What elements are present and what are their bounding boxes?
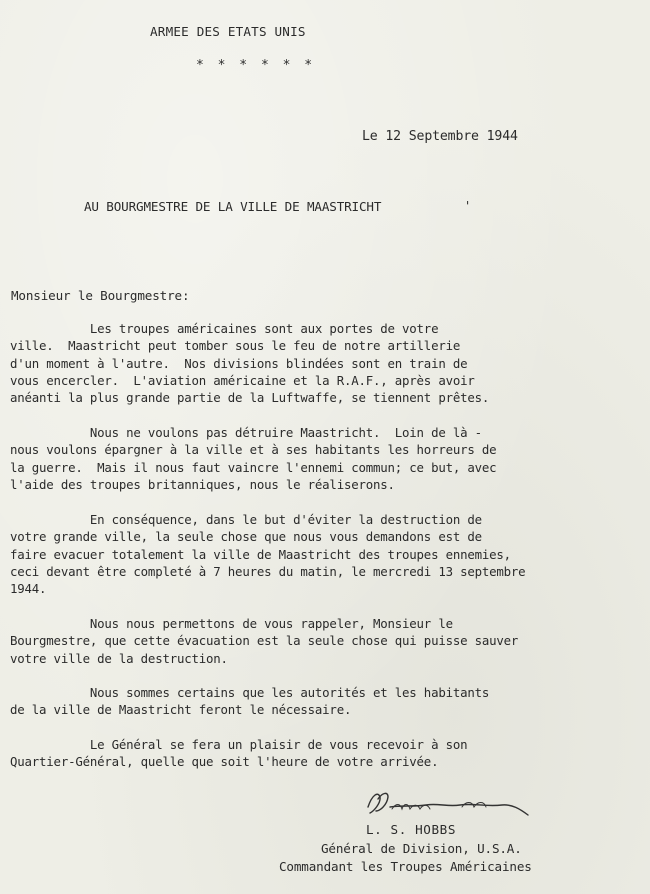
paragraph-line: d'un moment à l'autre. Nos divisions blindées sont en train de bbox=[10, 355, 468, 371]
paragraph-5 bbox=[10, 684, 635, 719]
paragraph-line: votre ville de la destruction. bbox=[10, 650, 228, 666]
paragraph-4 bbox=[10, 615, 635, 667]
header-stars: * * * * * * bbox=[196, 58, 316, 73]
paragraph-line: nous voulons épargner à la ville et à ses habitants les horreurs de bbox=[10, 442, 497, 458]
paragraph-line: Nous nous permettons de vous rappeler, Monsieur le bbox=[10, 616, 453, 631]
signatory-name: L. S. HOBBS bbox=[366, 822, 457, 837]
letter-salutation: Monsieur le Bourgmestre: bbox=[11, 288, 190, 303]
letter-date: Le 12 Septembre 1944 bbox=[362, 129, 518, 144]
paragraph-line: anéanti la plus grande partie de la Luftwaffe, se tiennent prêtes. bbox=[10, 390, 490, 406]
paragraph-line: votre grande ville, la seule chose que nous vous demandons est de bbox=[10, 529, 482, 545]
paragraph-2 bbox=[10, 424, 635, 493]
addressee-mark: ' bbox=[464, 199, 472, 213]
paragraph-line: l'aide des troupes britanniques, nous le réaliserons. bbox=[10, 476, 395, 492]
paragraph-1 bbox=[10, 320, 635, 406]
paragraph-line: Nous ne voulons pas détruire Maastricht. Loin de là - bbox=[10, 425, 482, 440]
signatory-title: Général de Division, U.S.A. bbox=[321, 841, 522, 856]
paragraph-line: Bourgmestre, que cette évacuation est la seule chose qui puisse sauver bbox=[10, 633, 519, 649]
letter-header: ARMEE DES ETATS UNIS bbox=[150, 24, 306, 39]
paragraph-3 bbox=[10, 511, 635, 597]
paragraph-line: ceci devant être completé à 7 heures du matin, le mercredi 13 septembre bbox=[10, 563, 526, 579]
paragraph-line: En conséquence, dans le but d'éviter la destruction de bbox=[10, 512, 482, 527]
paragraph-line: de la ville de Maastricht feront le nécessaire. bbox=[10, 702, 352, 718]
paragraph-line: Le Général se fera un plaisir de vous recevoir à son bbox=[10, 737, 468, 752]
paragraph-line: vous encercler. L'aviation américaine et la R.A.F., après avoir bbox=[10, 372, 475, 388]
paragraph-6 bbox=[10, 736, 635, 771]
paragraph-line: Nous sommes certains que les autorités et les habitants bbox=[10, 685, 490, 700]
paragraph-line: ville. Maastricht peut tomber sous le feu de notre artillerie bbox=[10, 338, 461, 354]
signatory-role: Commandant les Troupes Américaines bbox=[279, 859, 532, 874]
paragraph-line: faire evacuer totalement la ville de Maastricht des troupes ennemies, bbox=[10, 546, 511, 562]
paragraph-line: 1944. bbox=[10, 581, 47, 597]
paragraph-line: Les troupes américaines sont aux portes de votre bbox=[10, 321, 439, 336]
paragraph-line: Quartier-Général, quelle que soit l'heure de votre arrivée. bbox=[10, 754, 439, 770]
paragraph-line: la guerre. Mais il nous faut vaincre l'ennemi commun; ce but, avec bbox=[10, 459, 497, 475]
letter-addressee: AU BOURGMESTRE DE LA VILLE DE MAASTRICHT bbox=[84, 199, 382, 214]
